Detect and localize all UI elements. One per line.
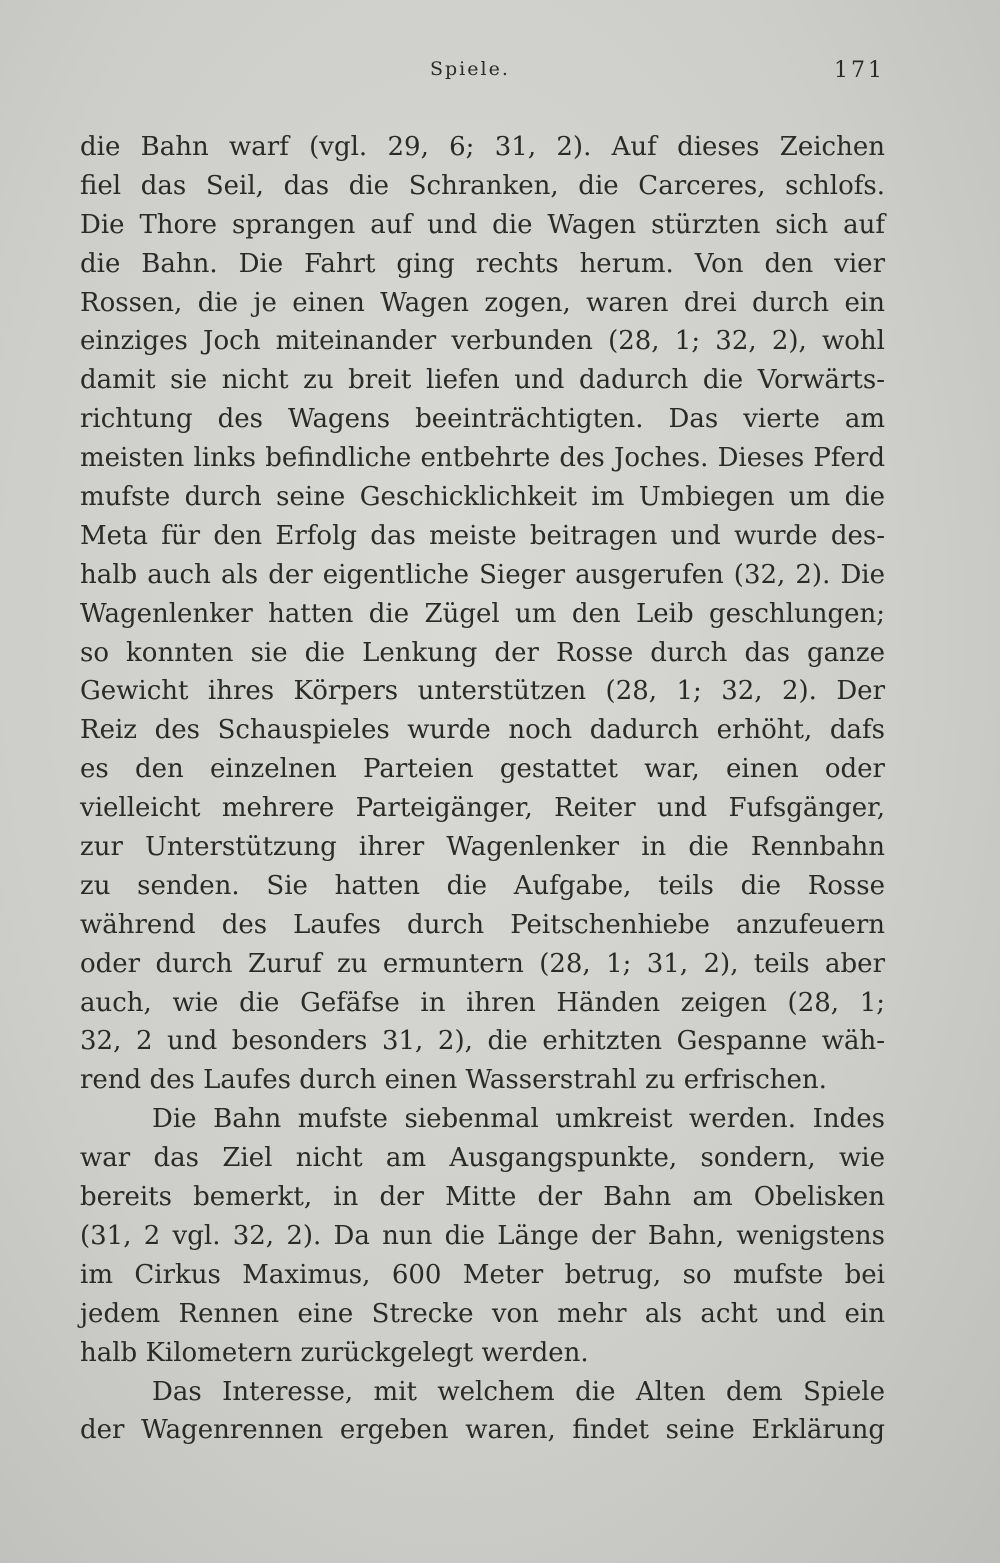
paragraph: [80, 1100, 885, 1372]
text-line: vielleicht mehrere Parteigänger, Reiter und Fufsgänger,: [80, 793, 885, 824]
text-line: halb auch als der eigentliche Sieger ausgerufen (32, 2). Die: [80, 559, 885, 590]
text-line: 32, 2 und besonders 31, 2), die erhitzten Gespanne wäh-: [80, 1026, 885, 1057]
text-line: richtung des Wagens beeinträchtigten. Das vierte am: [80, 404, 885, 435]
text-line: die Bahn. Die Fahrt ging rechts herum. Von den vier: [80, 248, 885, 279]
text-line: bereits bemerkt, in der Mitte der Bahn am Obelisken: [80, 1182, 885, 1213]
text-line: Wagenlenker hatten die Zügel um den Leib geschlungen;: [80, 598, 885, 629]
text-line: zu senden. Sie hatten die Aufgabe, teils die Rosse: [80, 870, 885, 901]
text-line: einziges Joch miteinander verbunden (28, 1; 32, 2), wohl: [80, 326, 885, 357]
text-line: Rossen, die je einen Wagen zogen, waren drei durch ein: [80, 287, 885, 318]
text-line: im Cirkus Maximus, 600 Meter betrug, so mufste bei: [80, 1259, 885, 1290]
text-line: Das Interesse, mit welchem die Alten dem Spiele: [152, 1376, 885, 1407]
text-line: Die Bahn mufste siebenmal umkreist werden. Indes: [152, 1104, 885, 1135]
body-text: [80, 128, 885, 1450]
text-line: fiel das Seil, das die Schranken, die Carceres, schlofs.: [80, 170, 885, 201]
paragraph: [80, 1373, 885, 1451]
text-line: Meta für den Erfolg das meiste beitragen und wurde des-: [80, 520, 885, 551]
text-line: während des Laufes durch Peitschenhiebe anzufeuern: [80, 909, 885, 940]
text-line: Gewicht ihres Körpers unterstützen (28, 1; 32, 2). Der: [80, 676, 885, 707]
text-line: Reiz des Schauspieles wurde noch dadurch erhöht, dafs: [80, 715, 885, 746]
paragraph: [80, 128, 885, 1100]
text-line: (31, 2 vgl. 32, 2). Da nun die Länge der Bahn, wenigstens: [80, 1220, 885, 1251]
text-line: rend des Laufes durch einen Wasserstrahl zu erfrischen.: [80, 1065, 827, 1096]
text-line: oder durch Zuruf zu ermuntern (28, 1; 31, 2), teils aber: [80, 948, 885, 979]
text-line: es den einzelnen Parteien gestattet war, einen oder: [80, 754, 885, 785]
text-line: war das Ziel nicht am Ausgangspunkte, sondern, wie: [80, 1143, 885, 1174]
text-line: meisten links befindliche entbehrte des Joches. Dieses Pferd: [80, 443, 885, 474]
text-line: mufste durch seine Geschicklichkeit im Umbiegen um die: [80, 482, 885, 513]
page-number: 171: [834, 58, 885, 83]
page-header: [80, 58, 885, 98]
text-line: halb Kilometern zurückgelegt werden.: [80, 1337, 589, 1368]
text-line: jedem Rennen eine Strecke von mehr als acht und ein: [80, 1298, 885, 1329]
text-line: damit sie nicht zu breit liefen und dadurch die Vorwärts-: [80, 365, 885, 396]
text-line: der Wagenrennen ergeben waren, findet seine Erklärung: [80, 1415, 885, 1446]
text-line: so konnten sie die Lenkung der Rosse durch das ganze: [80, 637, 885, 668]
text-line: auch, wie die Gefäfse in ihren Händen zeigen (28, 1;: [80, 987, 885, 1018]
running-head: Spiele.: [430, 58, 510, 80]
text-line: die Bahn warf (vgl. 29, 6; 31, 2). Auf dieses Zeichen: [80, 132, 885, 162]
text-line: Die Thore sprangen auf und die Wagen stürzten sich auf: [80, 209, 885, 240]
text-line: zur Unterstützung ihrer Wagenlenker in die Rennbahn: [80, 832, 885, 863]
